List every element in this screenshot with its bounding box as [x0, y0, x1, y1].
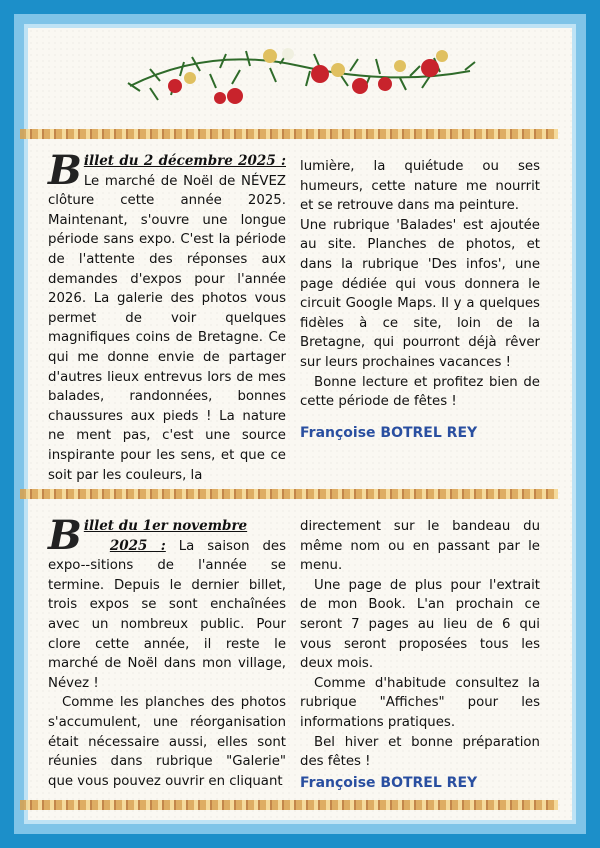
article2-left-column — [48, 512, 286, 791]
article2-dropcap: B — [48, 512, 82, 559]
article1-title: illet du 2 décembre 2025 : — [83, 153, 286, 169]
article1-dropcap: B — [48, 147, 82, 194]
article1-paragraph: lumière, la quiétude ou ses humeurs, cette nature me nourrit et se retrouve dans ma peinture. — [300, 159, 540, 214]
ornamental-border-top — [20, 129, 558, 139]
article2-paragraph: Comme d'habitude consultez la rubrique "Affiches" pour les informations pratiques. — [300, 675, 540, 730]
ornamental-border-bottom — [20, 800, 558, 810]
article2-title-line2: 2025 : — [109, 537, 166, 554]
article2-right-column — [300, 517, 540, 793]
article2-signature: Françoise BOTREL REY — [300, 774, 478, 791]
article1-left-column — [48, 147, 286, 485]
article1-signature: Françoise BOTREL REY — [300, 424, 478, 441]
article1-paragraph: Une rubrique 'Balades' est ajoutée au site. Planches de photos, et dans la rubrique 'Des infos', une page dédiée qui vous donnera le circuit Google Maps. Il y a quelques fidèles à ce site, loin de la Bretagne, qui pourront déjà rêver sur leurs prochaines vacances ! — [300, 217, 540, 370]
article2-title-line1: illet du 1er novembre — [83, 518, 248, 534]
ornamental-border-middle — [20, 489, 558, 499]
article2-paragraph: Bel hiver et bonne préparation des fêtes ! — [300, 734, 540, 770]
article2-paragraph: directement sur le bandeau du même nom ou en passant par le menu. — [300, 519, 540, 574]
article2-paragraph: Une page de plus pour l'extrait de mon Book. L'an prochain ce seront 7 pages au lieu de 6 qui vous seront proposées tous les deux mois. — [300, 577, 540, 672]
article2-paragraph: La saison des expo--sitions de l'année se termine. Depuis le dernier billet, trois expos se sont enchaînées avec un nombreux public. Pour clore cette année, il reste le marché de Noël dans mon village, Névez ! — [48, 538, 286, 691]
article2-paragraph: Comme les planches des photos s'accumulent, une réorganisation était nécessaire aussi, elles sont réunies dans rubrique "Galerie" que vous pouvez ouvrir en cliquant — [48, 695, 286, 789]
article1-paragraph: Le marché de Noël de NÉVEZ clôture cette année 2025. Maintenant, s'ouvre une longue période sans expo. C'est la période de l'attente des réponses aux demandes d'expos pour l'année 2026. La galerie des photos vous permet de voir quelques magnifiques coins de Bretagne. Ce qui me donne envie de partager d'autres lieux entrevus lors de mes balades, randonnées, bonnes chaussures aux pieds ! La nature ne ment pas, c'est une source inspirante pour les sens, et que ce soit par les couleurs, la — [48, 173, 286, 483]
article1-paragraph: Bonne lecture et profitez bien de cette période de fêtes ! — [300, 374, 540, 410]
christmas-garland-illustration — [120, 26, 480, 116]
article1-right-column — [300, 157, 540, 443]
